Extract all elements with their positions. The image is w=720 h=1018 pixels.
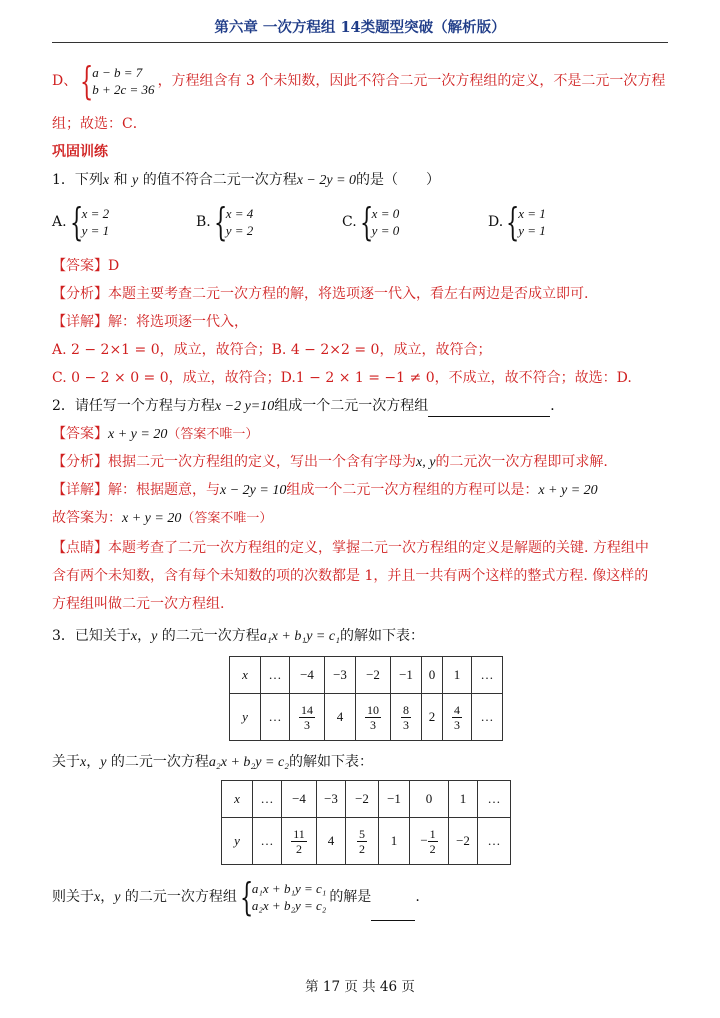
fraction-value: $\frac{8}{3}$: [403, 702, 409, 732]
prev-system-row-2: b + 2c = 36: [92, 82, 155, 97]
fraction-value: $\frac{11}{2}$: [293, 826, 305, 856]
q1-analysis: 【分析】本题主要考查二元一次方程的解，将选项逐一代入，看左右两边是否成立即可.: [52, 286, 589, 302]
q1-detail-line-c: C. 0 − 2 × 0 = 0，成立，故符合；D.1 − 2 × 1 = −1 ≠ 0，不成立，故不符合；故选：D.: [52, 370, 632, 386]
q2-detail: 【详解】解：根据题意，与x − 2y = 10组成一个二元一次方程组的方程可以是：x + y = 20: [52, 482, 598, 498]
prev-system-row-1: a − b = 7: [92, 65, 143, 80]
fraction-value: $\frac{14}{3}$: [301, 702, 313, 732]
header-rule: [52, 42, 668, 43]
table-row: y … $\frac{14}{3}$ 4 $\frac{10}{3}$ $\frac{8}{3}$ 2 $\frac{4}{3}$ …: [230, 694, 503, 741]
q1-answer: 【答案】D: [52, 258, 120, 274]
q2-analysis: 【分析】根据二元一次方程组的定义，写出一个含有字母为x, y的二元次一次方程即可求解.: [52, 454, 608, 470]
q1-detail-line-a: A. 2 − 2×1 = 0，成立，故符合；B. 4 − 2×2 = 0，成立，故符合；: [52, 342, 492, 358]
table-row: y … $\frac{11}{2}$ 4 $\frac{5}{2}$ 1 − $\frac{1}{2}$ −2 …: [222, 818, 511, 865]
q2-comment-3: 方程组叫做二元一次方程组.: [52, 596, 225, 612]
fraction-value: $\frac{4}{3}$: [454, 702, 460, 732]
q3-final-system: { a₁x + b₁y = c₁ a₂x + b₂y = c₂: [239, 875, 327, 919]
q2-stem: 2．请任写一个方程与方程x −2 y=10组成一个二元一次方程组 ．: [52, 396, 564, 417]
q3-answer-blank[interactable]: [371, 894, 415, 921]
prev-option-d: [52, 58, 665, 104]
q3-mid: 关于x，y 的二元一次方程a₂x + b₂y = c₂的解如下表：: [52, 754, 374, 770]
prev-text-2: 组；故选：C．: [52, 116, 147, 132]
fraction-value: $\frac{10}{3}$: [367, 702, 379, 732]
page-header: 第六章 一次方程组 14类题型突破（解析版）: [214, 19, 506, 36]
q3-table-2: [221, 780, 511, 865]
prev-option-label: D、: [52, 73, 78, 89]
q1-option-a[interactable]: A. { x = 2 y = 1: [52, 200, 110, 244]
q2-comment-1: 【点睛】本题考查了二元一次方程组的定义，掌握二元一次方程组的定义是解题的关键. 方程组中: [52, 540, 649, 556]
q2-equation: x −2 y=10: [214, 399, 275, 414]
prev-system: { a − b = 7 b + 2c = 36: [80, 59, 155, 103]
q3-eq1: a₁x + b₁y = c₁: [259, 629, 340, 644]
q1-stem: 1．下列x 和 y 的值不符合二元一次方程x − 2y = 0的是（ ）: [52, 172, 441, 188]
q1-option-b[interactable]: B. { x = 4 y = 2: [196, 200, 254, 244]
table-row: x … −4 −3 −2 −1 0 1 …: [230, 657, 503, 694]
prev-text-1: ，方程组含有 3 个未知数，因此不符合二元一次方程组的定义，不是二元一次方程: [157, 73, 666, 89]
q3-final: 则关于x，y 的二元一次方程组 { a₁x + b₁y = c₁ a₂x + b₂y = c₂ 的解是 .: [52, 875, 420, 919]
q2-answer-blank[interactable]: [428, 400, 550, 417]
q1-option-d[interactable]: D. { x = 1 y = 1: [488, 200, 546, 244]
page-footer: 第 17 页 共 46 页: [305, 979, 415, 995]
q3-table-1: [229, 656, 503, 741]
fraction-value: $\frac{1}{2}$: [429, 826, 436, 856]
q1-equation: x − 2y = 0: [296, 173, 357, 188]
q2-answer: 【答案】x + y = 20（答案不唯一）: [52, 426, 259, 442]
q2-comment-2: 含有两个未知数，含有每个未知数的项的次数都是 1，并且一共有两个这样的整式方程. 像这样的: [52, 568, 649, 584]
table-row: x … −4 −3 −2 −1 0 1 …: [222, 781, 511, 818]
fraction-value: $\frac{5}{2}$: [359, 826, 365, 856]
section-title: 巩固训练: [52, 144, 108, 160]
q3-stem: 3．已知关于x，y 的二元一次方程a₁x + b₁y = c₁的解如下表：: [52, 628, 424, 644]
q1-option-c[interactable]: C. { x = 0 y = 0: [342, 200, 400, 244]
q1-detail: 【详解】解：将选项逐一代入，: [52, 314, 248, 330]
q3-eq2: a₂x + b₂y = c₂: [208, 755, 290, 770]
q2-conclusion: 故答案为：x + y = 20（答案不唯一）: [52, 510, 273, 526]
